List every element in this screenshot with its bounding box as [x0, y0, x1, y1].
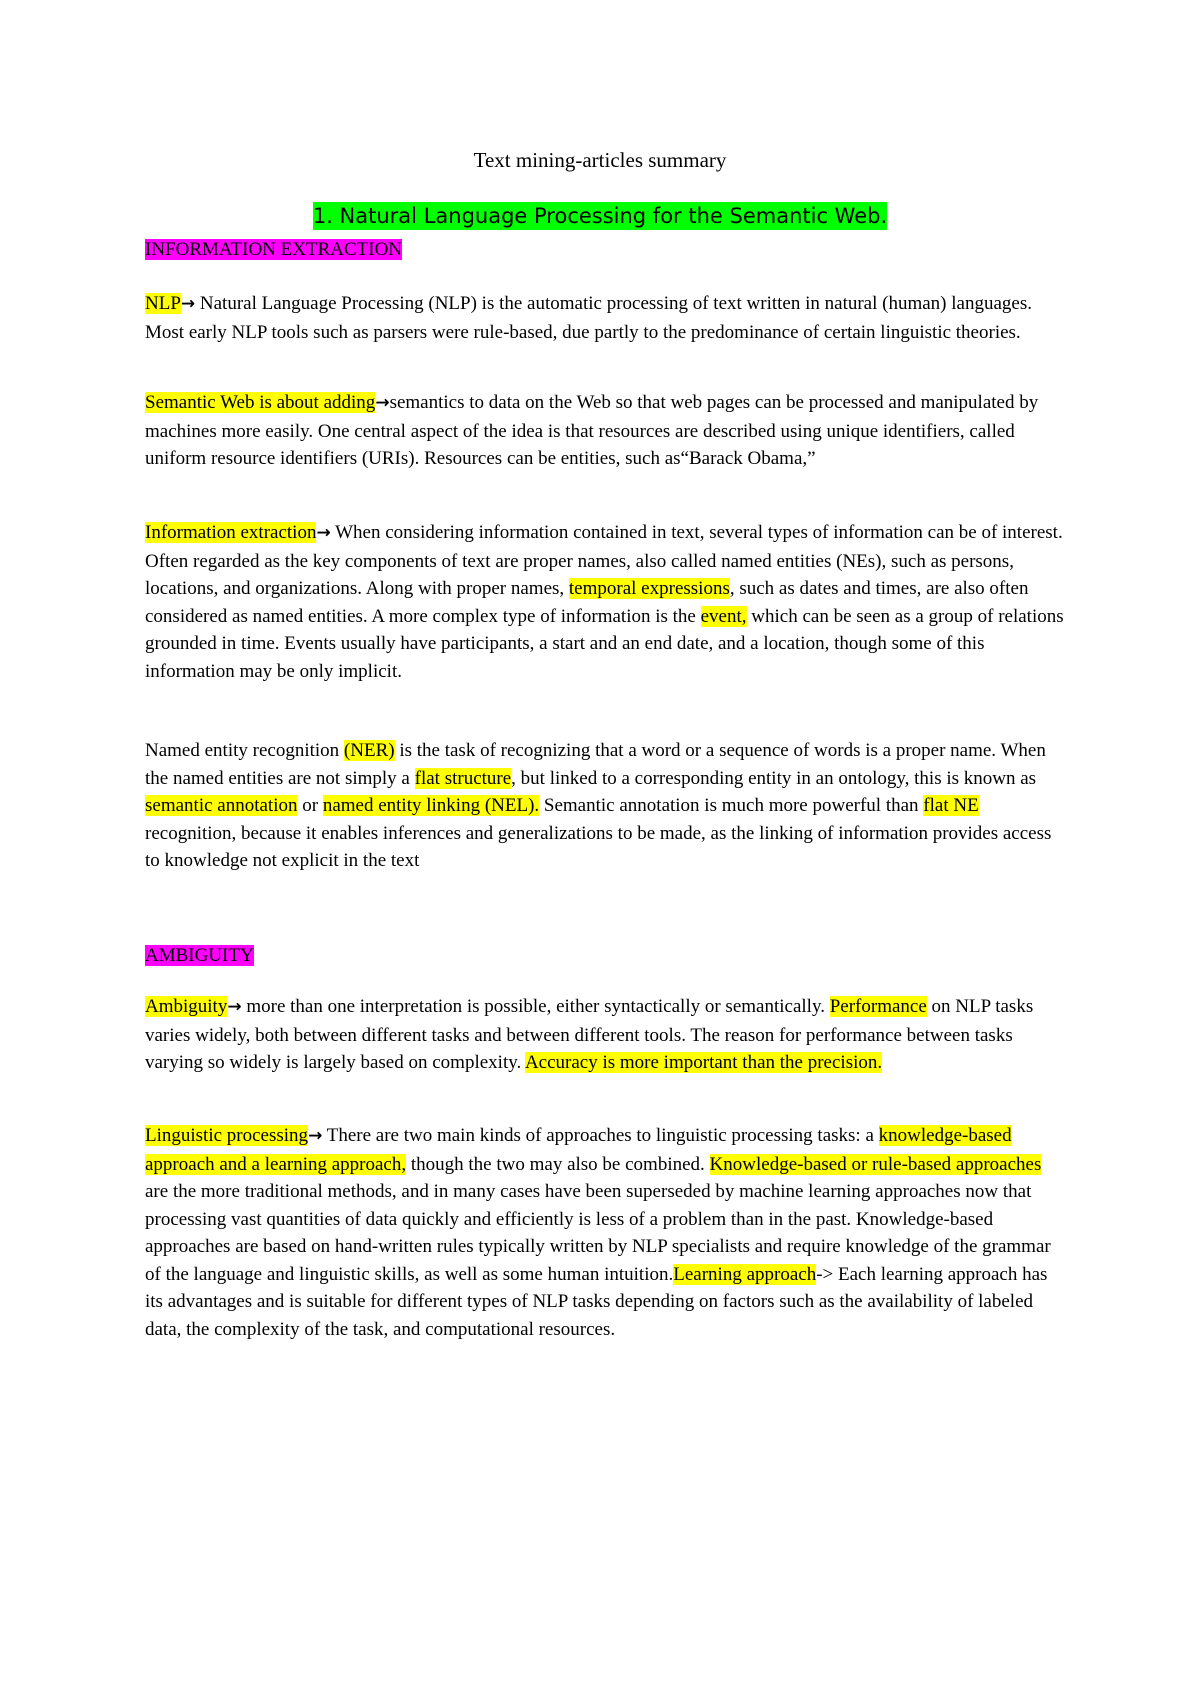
paragraph-ner [145, 737, 1065, 875]
term-nlp: NLP [145, 293, 181, 314]
highlight-learning-approach: Learning approach [673, 1263, 817, 1285]
arrow-icon: → [180, 294, 196, 314]
paragraph-text: is the task of recognizing that a word or a sequence of words is a proper name. When the named entities are not simply a [145, 740, 1046, 789]
section-heading: 1. Natural Language Processing for the Semantic Web. [312, 204, 888, 228]
paragraph-text: more than one interpretation is possible, either syntactically or semantically. [241, 996, 830, 1017]
arrow-icon: → [227, 997, 242, 1017]
highlight-nel: named entity linking (NEL). [322, 795, 540, 816]
term-linguistic-processing: Linguistic processing [145, 1125, 309, 1146]
highlight-performance: Performance [829, 996, 927, 1017]
paragraph-text: which can be seen as a group of relations grounded in time. Events usually have participants, a start and an end date, and a location, though some of this information may be only implicit. [145, 605, 1064, 682]
paragraph-ambiguity [145, 993, 1065, 1077]
paragraph-text: , but linked to a corresponding entity in an ontology, this is known as [511, 767, 1037, 789]
heading-text: AMBIGUITY [145, 945, 254, 966]
highlight-semantic-annotation: semantic annotation [145, 795, 298, 816]
term-ambiguity: Ambiguity [145, 996, 228, 1017]
arrow-icon: → [375, 393, 390, 413]
section-heading-row [0, 201, 1200, 231]
paragraph-text: There are two main kinds of approaches to linguistic processing tasks: a [322, 1125, 879, 1146]
heading-information-extraction [145, 236, 1065, 264]
paragraph-text: recognition, because it enables inferences and generalizations to be made, as the linking of information provides access to knowledge not explicit in the text [145, 822, 1052, 871]
highlight-accuracy: Accuracy is more important than the precision. [524, 1052, 883, 1073]
heading-text: INFORMATION EXTRACTION [145, 239, 403, 260]
paragraph-text: Semantic annotation is much more powerful than [539, 795, 924, 816]
paragraph-text: -> Each learning approach has its advantages and is suitable for different types of NLP tasks depending on factors such as the availability of labeled data, the complexity of the task, and computational resources. [145, 1263, 1048, 1340]
term-information-extraction: Information extraction [145, 522, 317, 543]
paragraph-text: Natural Language Processing (NLP) is the automatic processing of text written in natural (human) languages. Most early NLP tools such as parsers were rule-based, due partly to the predominance of certain linguistic theories. [145, 293, 1032, 343]
paragraph-nlp [145, 290, 1065, 346]
term-semantic-web: Semantic Web is about adding [145, 392, 376, 413]
highlight-approaches: knowledge-based approach and a learning approach, [145, 1125, 1012, 1175]
paragraph-text: semantics to data on the Web so that web pages can be processed and manipulated by machines more easily. One central aspect of the idea is that resources are described using unique identifiers, called uniform resource identifiers (URIs). Resources can be entities, such as“Barack Obama,” [145, 392, 1039, 469]
highlight-knowledge-based: Knowledge-based or rule-based approaches [709, 1153, 1042, 1175]
paragraph-linguistic-processing [145, 1122, 1065, 1343]
highlight-flat-structure: flat structure [414, 767, 512, 789]
arrow-icon: → [316, 523, 331, 543]
paragraph-text: on NLP tasks varies widely, both between different tasks and between different tools. The reason for performance between tasks varying so widely is largely based on complexity. [145, 996, 1034, 1073]
highlight-temporal-expressions: temporal expressions [568, 578, 730, 599]
highlight-ner: (NER) [343, 740, 395, 761]
highlight-flat-ne: flat NE [923, 795, 979, 816]
paragraph-semantic-web [145, 389, 1065, 473]
paragraph-text: though the two may also be combined. [406, 1153, 710, 1175]
paragraph-text: or [297, 795, 323, 816]
paragraph-text: Named entity recognition [145, 740, 344, 761]
arrow-icon: → [308, 1126, 323, 1146]
paragraph-information-extraction [145, 519, 1065, 685]
heading-ambiguity [145, 942, 1065, 970]
paragraph-text: are the more traditional methods, and in many cases have been superseded by machine learning approaches now that processing vast quantities of data quickly and efficiently is less of a problem than in the past. Knowledge-based approaches are based on hand-written rules typically written by NLP specialists and require knowledge of the grammar of the language and linguistic skills, as well as some human intuition. [145, 1181, 1051, 1285]
document-title: Text mining-articles summary [473, 148, 727, 172]
paragraph-text: When considering information contained in text, several types of information can be of interest. Often regarded as the key components of text are proper names, also called named entities (NEs), such as persons, locations, and organizations. Along with proper names, [145, 522, 1063, 599]
highlight-event: event, [700, 605, 747, 627]
paragraph-text: , such as dates and times, are also often considered as named entities. A more complex type of information is the [145, 578, 1029, 627]
